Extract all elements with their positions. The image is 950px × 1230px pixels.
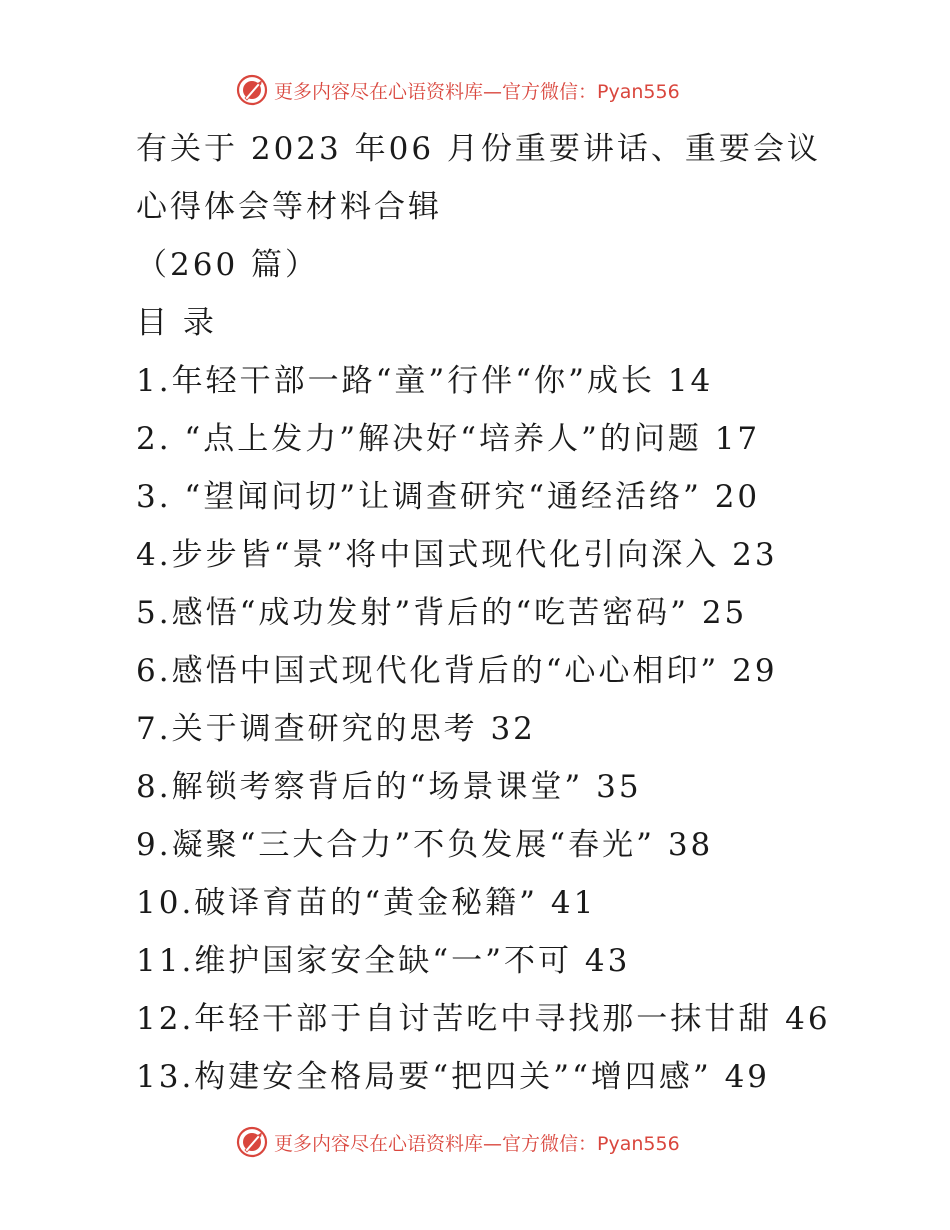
document-title-line2: 心得体会等材料合辑 [136, 189, 442, 225]
toc-entry-title: 10.破译育苗的“黄金秘籍” [136, 885, 538, 921]
toc-entry[interactable] [136, 352, 826, 410]
toc-entry-page: 38 [667, 827, 714, 863]
watermark-header [236, 72, 680, 108]
toc-entry[interactable] [136, 874, 826, 932]
toc-entry-page: 29 [732, 653, 778, 689]
toc-entry[interactable] [136, 1048, 826, 1106]
toc-entry-page: 43 [584, 943, 631, 979]
toc-entry-page: 49 [724, 1059, 771, 1095]
toc-entry[interactable] [136, 990, 831, 1048]
toc-entry-title: 5.感悟“成功发射”背后的“吃苦密码” [136, 595, 689, 631]
toc-entry-page: 17 [714, 421, 761, 457]
document-body [136, 120, 831, 1106]
toc-entry-title: 9.凝聚“三大合力”不负发展“春光” [136, 827, 655, 863]
toc-entry[interactable] [136, 410, 826, 468]
toc-entry-page: 20 [714, 479, 761, 515]
toc-entry-page: 35 [596, 769, 642, 805]
toc-entry-title: 4.步步皆“景”将中国式现代化引向深入 [136, 537, 720, 573]
watermark-text: 更多内容尽在心语资料库—官方微信：Pyan556 [274, 1132, 680, 1155]
toc-heading: 目 录 [136, 305, 217, 341]
toc-entry[interactable] [136, 468, 826, 526]
document-count: （260 篇） [136, 247, 320, 283]
watermark-footer [236, 1124, 680, 1160]
document-title-line1: 有关于 2023 年06 月份重要讲话、重要会议 [136, 131, 821, 167]
toc-entry-page: 25 [701, 595, 748, 631]
toc-entry-title: 12.年轻干部于自讨苦吃中寻找那一抹甘甜 [136, 1001, 773, 1037]
toc-entry[interactable] [136, 526, 826, 584]
logo-icon [236, 1126, 268, 1158]
toc-entry-title: 13.构建安全格局要“把四关”“增四感” [136, 1059, 712, 1095]
toc-entry-page: 32 [490, 711, 536, 747]
toc-entry-page: 46 [785, 1001, 831, 1037]
logo-icon [236, 74, 268, 106]
toc-entry[interactable] [136, 700, 826, 758]
toc-entry-page: 41 [550, 885, 597, 921]
toc-entry[interactable] [136, 642, 826, 700]
toc-entry-page: 23 [732, 537, 778, 573]
toc-entry[interactable] [136, 816, 826, 874]
watermark-text: 更多内容尽在心语资料库—官方微信：Pyan556 [274, 80, 680, 103]
toc-entry-page: 14 [667, 363, 714, 399]
toc-entry-title: 8.解锁考察背后的“场景课堂” [136, 769, 584, 805]
toc-entry[interactable] [136, 758, 826, 816]
toc-entry[interactable] [136, 584, 826, 642]
toc-entry-title: 3. “望闻问切”让调查研究“通经活络” [136, 479, 702, 515]
toc-entry-title: 7.关于调查研究的思考 [136, 711, 478, 747]
toc-entry-title: 11.维护国家安全缺“一”不可 [136, 943, 572, 979]
toc-entry-title: 2. “点上发力”解决好“培养人”的问题 [136, 421, 702, 457]
toc-entry-title: 1.年轻干部一路“童”行伴“你”成长 [136, 363, 655, 399]
toc-entry[interactable] [136, 932, 826, 990]
toc-entry-title: 6.感悟中国式现代化背后的“心心相印” [136, 653, 720, 689]
